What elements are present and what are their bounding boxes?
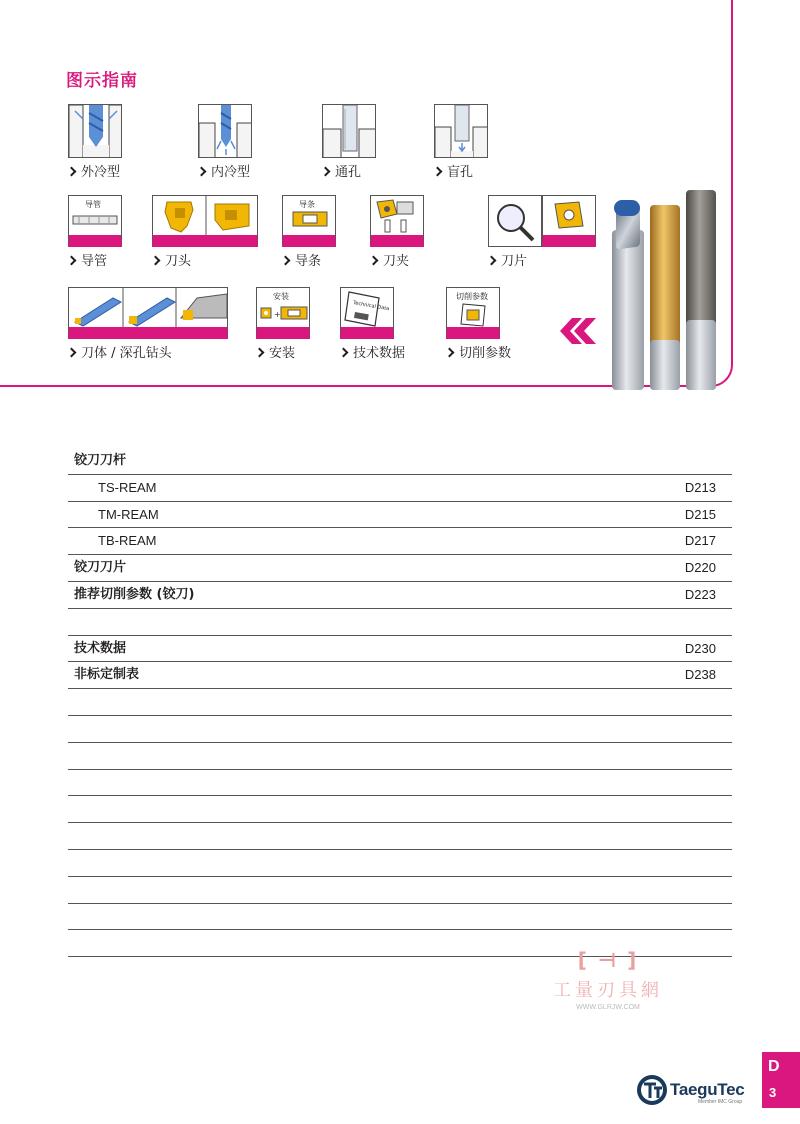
toc-row-page: D230 <box>684 640 716 656</box>
toc-blank-row <box>68 743 732 770</box>
mounting-icon: 安装 + <box>256 287 310 339</box>
toc-row-label: 铰刀刀杆 <box>74 453 127 468</box>
drill-silver <box>612 230 644 390</box>
toc-row[interactable] <box>68 555 732 582</box>
toc-row-label: 非标定制表 <box>74 667 140 683</box>
insert-magnifier-icon <box>488 195 542 247</box>
clamp-label: 刀夹 <box>370 250 409 269</box>
toc-blank-row <box>68 609 732 636</box>
taegutec-emblem-icon <box>636 1074 668 1106</box>
watermark-text: 工量刃具網 <box>553 980 663 1001</box>
clamp-icon <box>370 195 424 247</box>
blind-hole-icon <box>434 104 488 158</box>
technical-data-label: 技术数据 <box>340 342 405 361</box>
toc-row[interactable] <box>68 448 732 475</box>
toc-blank-row <box>68 716 732 743</box>
brand-subtitle: Member IMC Group <box>698 1099 743 1105</box>
toc-row-page: D213 <box>684 479 716 495</box>
toc-blank-row <box>68 850 732 877</box>
toc-row[interactable] <box>68 636 732 663</box>
contents-table <box>68 448 732 957</box>
guide-strip-label: 导条 <box>282 250 321 269</box>
internal-coolant-icon <box>198 104 252 158</box>
toc-row-label: TS-REAM <box>98 479 157 495</box>
guide-title: 图示指南 <box>66 71 138 91</box>
guide-strip-icon: 导条 <box>282 195 336 247</box>
page-number: 3 <box>769 1085 777 1100</box>
toc-row-page: D220 <box>684 560 716 576</box>
technical-data-icon <box>340 287 394 339</box>
toc-row[interactable] <box>68 582 732 609</box>
toc-blank-row <box>68 877 732 904</box>
blind-hole-label: 盲孔 <box>434 161 473 180</box>
svg-text:Technical Data: Technical Data <box>352 300 390 313</box>
watermark-url: WWW.GLRJW.COM <box>576 1004 640 1011</box>
svg-text:+: + <box>274 310 281 319</box>
head-icon <box>152 195 258 247</box>
cutting-data-icon: 切削参数 <box>446 287 500 339</box>
through-hole-icon <box>322 104 376 158</box>
cutting-data-label: 切削参数 <box>446 342 511 361</box>
head-label: 刀头 <box>152 250 191 269</box>
toc-row-label: TB-REAM <box>98 533 157 549</box>
through-hole-label: 通孔 <box>322 161 361 180</box>
guide-sleeve-icon: 导管 <box>68 195 122 247</box>
toc-row-page: D217 <box>684 533 716 549</box>
toc-blank-row <box>68 904 732 931</box>
internal-coolant-label: 内冷型 <box>198 161 250 180</box>
toc-row-page: D223 <box>684 586 716 602</box>
toc-row[interactable] <box>68 502 732 529</box>
section-letter: D <box>768 1058 780 1075</box>
toc-row-label: TM-REAM <box>98 506 159 522</box>
external-coolant-label: 外冷型 <box>68 161 120 180</box>
guide-sleeve-label: 导管 <box>68 250 107 269</box>
brand-logo <box>636 1074 745 1108</box>
body-deep-hole-icon <box>68 287 228 339</box>
brand-name: TaeguTec <box>670 1080 745 1099</box>
toc-row[interactable] <box>68 528 732 555</box>
drill-dark-shank <box>686 320 716 390</box>
toc-row-label: 推荐切削参数 (铰刀) <box>74 586 195 602</box>
toc-row-label: 技术数据 <box>74 640 127 656</box>
external-coolant-icon <box>68 104 122 158</box>
body-deep-hole-label: 刀体 / 深孔钻头 <box>68 342 172 361</box>
double-chevron-left-icon <box>558 318 598 344</box>
insert-label: 刀片 <box>488 250 527 269</box>
toc-row-page: D238 <box>684 667 716 683</box>
toc-row[interactable] <box>68 662 732 689</box>
toc-row-page: D215 <box>684 506 716 522</box>
mounting-label: 安装 <box>256 342 295 361</box>
drill-gold-shank <box>650 340 680 390</box>
section-tab <box>762 1052 800 1108</box>
toc-row-label: 铰刀刀片 <box>74 560 127 576</box>
toc-blank-row <box>68 796 732 823</box>
toc-blank-row <box>68 770 732 797</box>
insert-icon <box>542 195 596 247</box>
drill-blue-tip <box>614 200 640 216</box>
toc-row[interactable] <box>68 475 732 502</box>
watermark <box>538 948 678 1011</box>
toc-blank-row <box>68 689 732 716</box>
watermark-logo-icon: [ ⊣ ] <box>577 948 639 972</box>
toc-blank-row <box>68 823 732 850</box>
